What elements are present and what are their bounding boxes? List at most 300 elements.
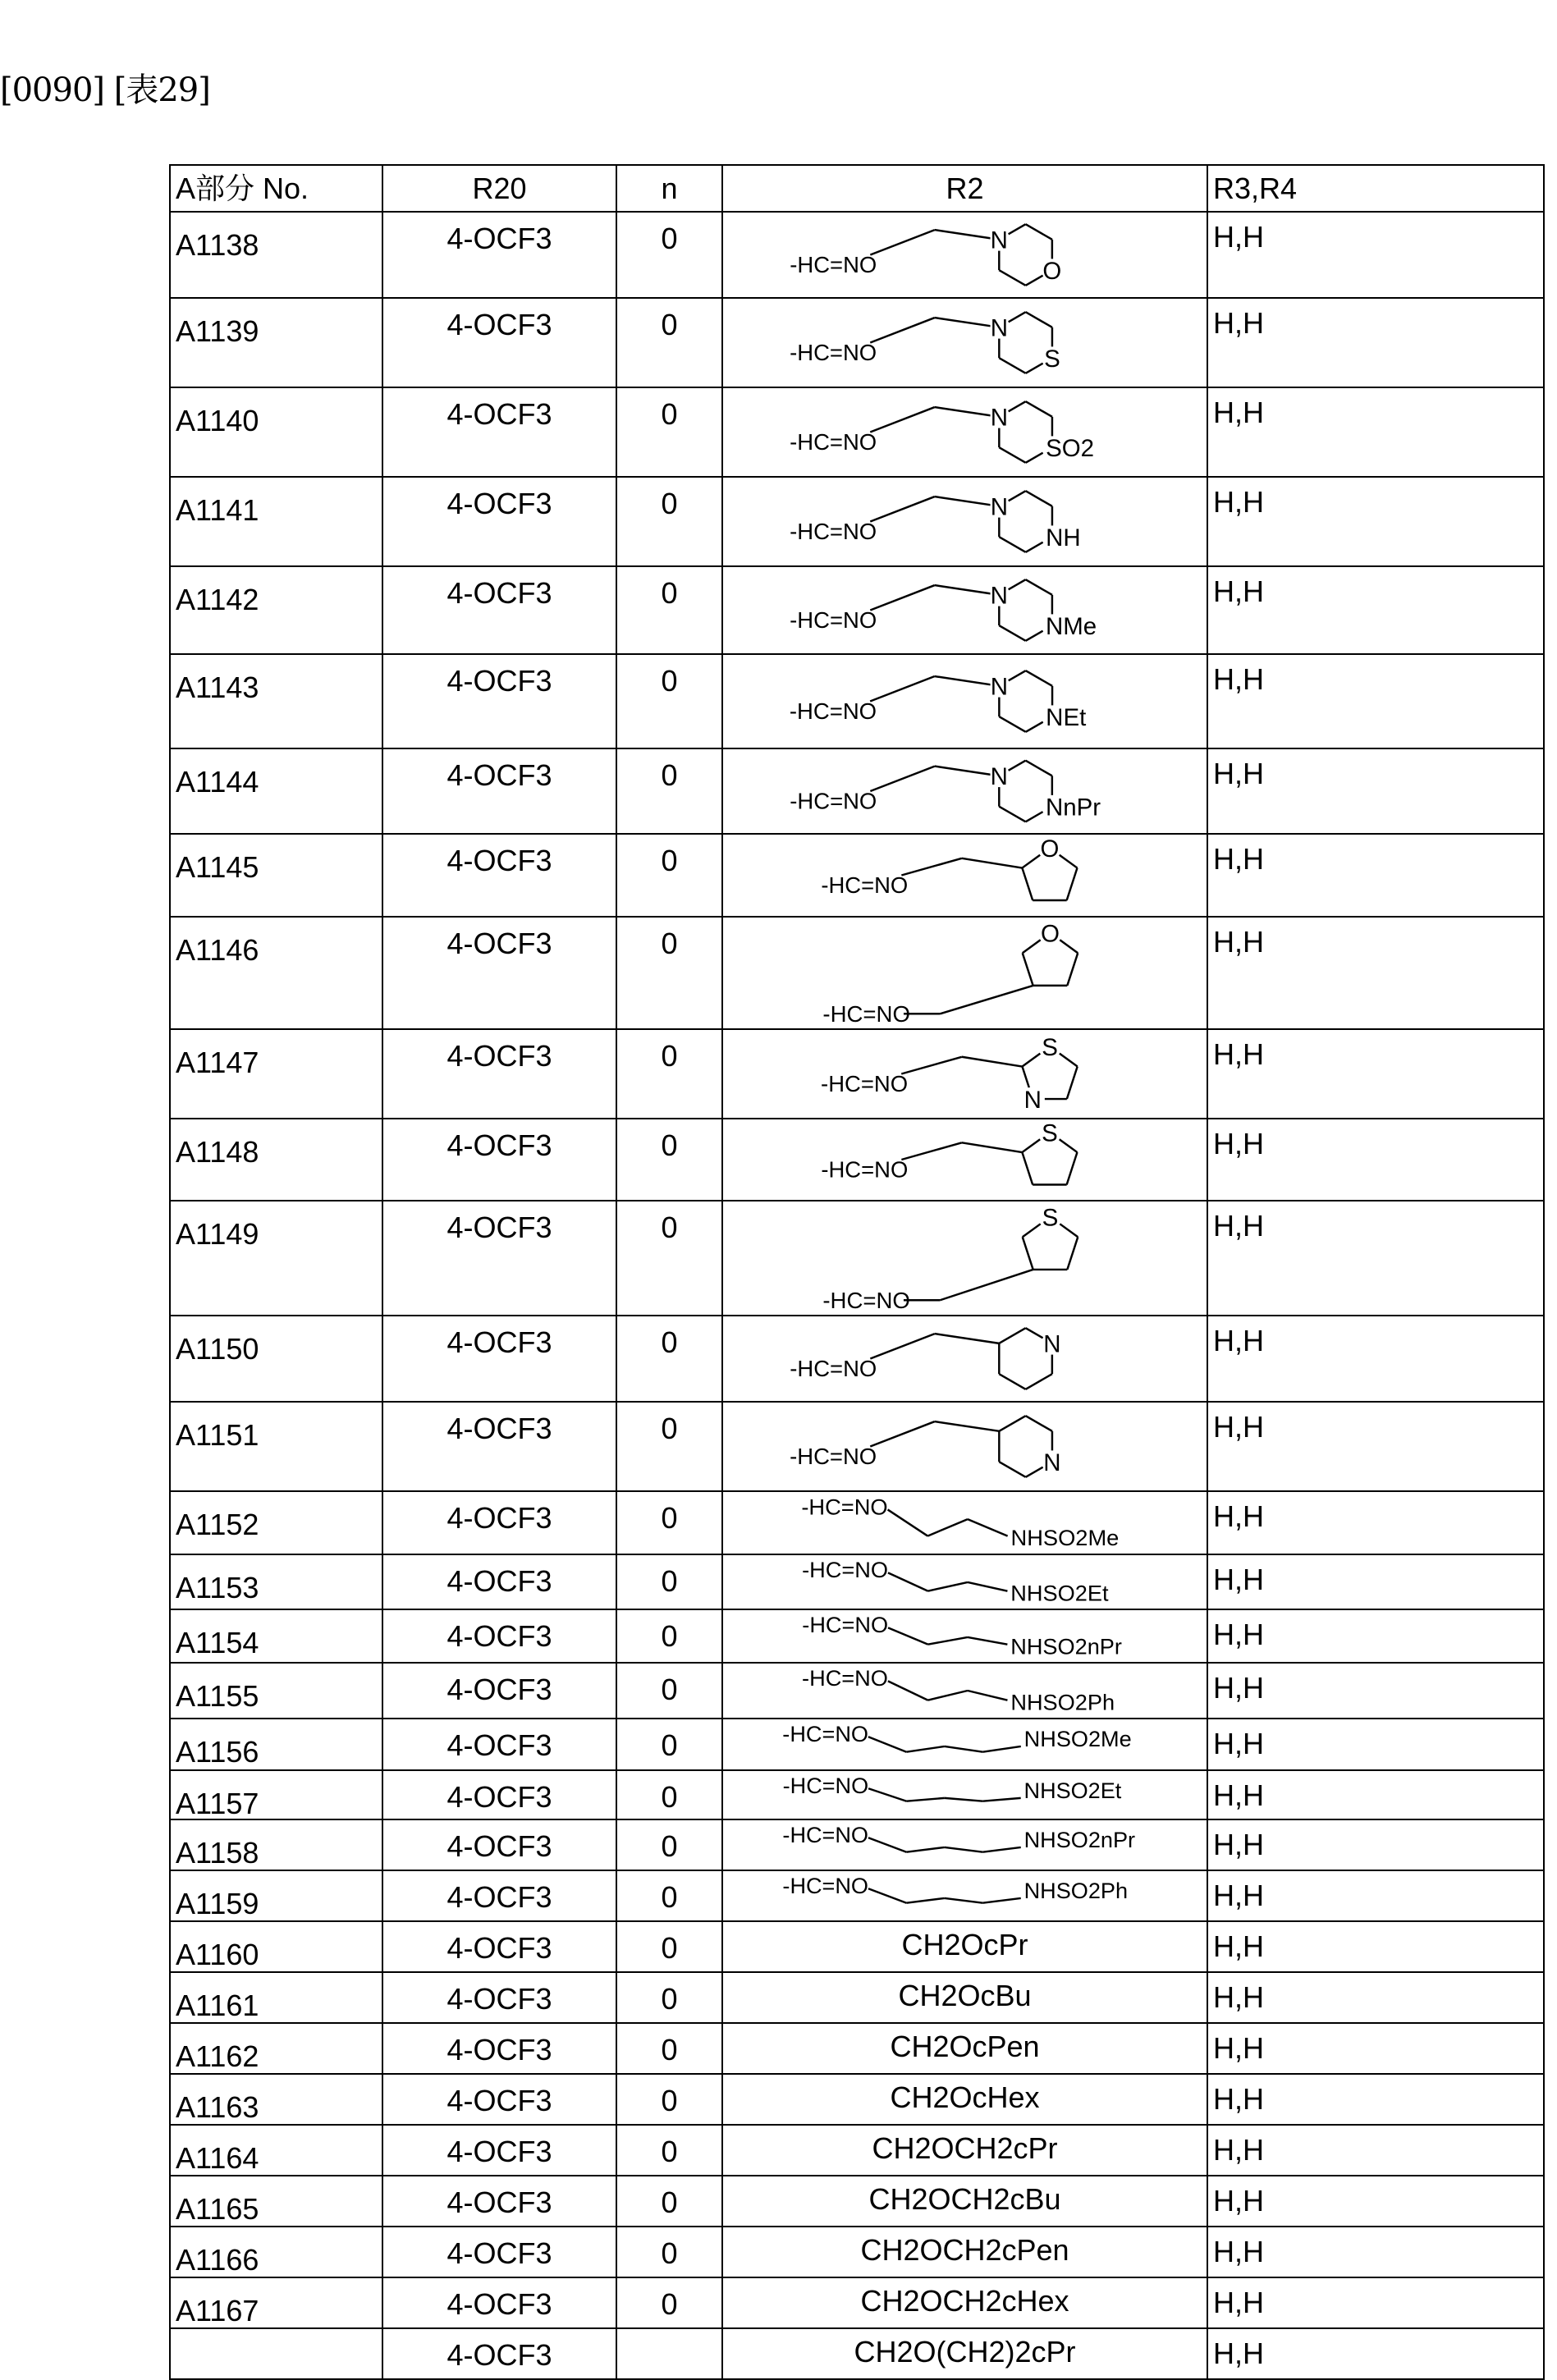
bond-line [1022,855,1040,868]
bond-line [1060,1054,1078,1067]
row-r3-r4: H,H [1207,834,1544,917]
bond-line [1060,1224,1078,1237]
bond-line [1022,1139,1040,1152]
row-id: A1156 [170,1719,382,1770]
row-r20: 4-OCF3 [382,1029,616,1119]
row-r20: 4-OCF3 [382,1554,616,1609]
r2-structure [723,1771,1207,1819]
row-n: 0 [616,1029,722,1119]
row-n: 0 [616,2277,722,2328]
bond-line [870,1421,935,1446]
atom-label: NnPr [1046,794,1101,821]
table-row [170,2125,1544,2176]
row-r3-r4: H,H [1207,298,1544,387]
table-row [170,1491,1544,1554]
header-a-part-no: A部分 No. [170,165,382,212]
row-r20: 4-OCF3 [382,834,616,917]
table-row [170,566,1544,654]
bond-line [1060,855,1078,868]
row-id: A1142 [170,566,382,654]
table-row [170,387,1544,477]
table-row [170,1119,1544,1201]
bond-line [945,1798,982,1801]
row-r3-r4: H,H [1207,1554,1544,1609]
row-id: A1157 [170,1770,382,1819]
bond-line [1022,1054,1040,1067]
r2-formula: CH2OCH2cPen [723,2227,1207,2265]
r2-structure [723,478,1207,565]
row-r20: 4-OCF3 [382,1663,616,1719]
row-r3-r4: H,H [1207,654,1544,748]
row-r2 [722,298,1207,387]
r2-structure [723,1492,1207,1554]
bond-line [982,1898,1020,1903]
r2-formula: CH2OcPr [723,1922,1207,1960]
table-row [170,1819,1544,1870]
atom-label: -HC=NO [821,1157,908,1183]
atom-label: N [991,227,1008,254]
row-id: A1158 [170,1819,382,1870]
row-id: A1150 [170,1316,382,1402]
row-r20: 4-OCF3 [382,1972,616,2023]
header-n: n [616,165,722,212]
bond-line [962,1142,1023,1152]
bond-line [906,1798,944,1801]
table-row [170,1663,1544,1719]
row-r20: 4-OCF3 [382,1609,616,1663]
bond-line [868,1838,906,1851]
bond-line [1009,761,1026,771]
bond-line [1026,812,1043,822]
row-r3-r4: H,H [1207,1119,1544,1201]
r2-formula: CH2OCH2cHex [723,2278,1207,2316]
row-id: A1155 [170,1663,382,1719]
bond-line [1026,364,1043,373]
row-n: 0 [616,2227,722,2277]
row-r3-r4: H,H [1207,1972,1544,2023]
row-id: A1166 [170,2227,382,2277]
bond-line [1009,579,1026,589]
bond-line [1067,868,1078,900]
row-r2 [722,1491,1207,1554]
table-row [170,834,1544,917]
bond-line [999,1374,1025,1389]
row-r3-r4: H,H [1207,748,1544,834]
row-r20: 4-OCF3 [382,477,616,566]
atom-label: N [991,583,1008,610]
row-r3-r4: H,H [1207,1029,1544,1119]
bond-line [1026,401,1052,417]
bond-line [1026,542,1043,552]
bond-line [1026,312,1052,327]
table-row [170,1554,1544,1609]
r2-structure [723,1820,1207,1870]
bond-line [1022,868,1033,900]
bond-line [927,1519,968,1536]
r2-structure [723,1119,1207,1200]
bond-line [935,676,1000,686]
row-r2 [722,2074,1207,2125]
bond-line [906,1746,944,1752]
row-r2 [722,212,1207,298]
row-r20: 4-OCF3 [382,2227,616,2277]
bond-line [901,1142,962,1160]
row-r3-r4: H,H [1207,2176,1544,2227]
table-row [170,212,1544,298]
atom-label: N [991,674,1008,701]
row-r20: 4-OCF3 [382,1402,616,1491]
bond-line [1060,1139,1078,1152]
bond-line [935,318,1000,327]
bond-line [1009,671,1026,680]
row-r2 [722,1609,1207,1663]
bond-line [999,447,1025,463]
table-header-row [170,165,1544,212]
r2-structure [723,835,1207,916]
row-n: 0 [616,1663,722,1719]
row-n: 0 [616,387,722,477]
row-id: A1143 [170,654,382,748]
row-id: A1167 [170,2277,382,2328]
atom-label: -HC=NO [821,1071,908,1096]
row-r20: 4-OCF3 [382,1719,616,1770]
row-r20: 4-OCF3 [382,2023,616,2074]
row-id: A1138 [170,212,382,298]
row-r3-r4: H,H [1207,1870,1544,1921]
row-r2 [722,1719,1207,1770]
bond-line [901,1057,962,1074]
row-r2 [722,917,1207,1029]
bond-line [906,1847,944,1852]
row-r20: 4-OCF3 [382,917,616,1029]
table-row [170,2023,1544,2074]
atom-label: NHSO2nPr [1010,1633,1122,1659]
row-n: 0 [616,1870,722,1921]
bond-line [940,986,1033,1014]
row-r3-r4: H,H [1207,1921,1544,1972]
bond-line [870,230,934,254]
row-id: A1147 [170,1029,382,1119]
r2-structure [723,1610,1207,1662]
bond-line [945,1746,982,1752]
bond-line [906,1898,944,1903]
table-row [170,1316,1544,1402]
row-r20: 4-OCF3 [382,566,616,654]
row-r20: 4-OCF3 [382,1870,616,1921]
row-id [170,2328,382,2379]
bond-line [1026,1374,1052,1389]
atom-label: -HC=NO [783,1774,868,1798]
bond-line [870,767,934,791]
row-id: A1164 [170,2125,382,2176]
bond-line [999,1328,1025,1343]
bond-line [1009,312,1026,322]
r2-formula: CH2O(CH2)2cPr [723,2329,1207,2367]
row-r3-r4: H,H [1207,1316,1544,1402]
row-r3-r4: H,H [1207,1719,1544,1770]
row-r3-r4: H,H [1207,1663,1544,1719]
row-id: A1141 [170,477,382,566]
table-row [170,1029,1544,1119]
atom-label: NHSO2Me [1024,1726,1132,1751]
row-r3-r4: H,H [1207,387,1544,477]
row-r3-r4: H,H [1207,2277,1544,2328]
atom-label: -HC=NO [790,1356,877,1381]
row-r20: 4-OCF3 [382,2125,616,2176]
bond-line [982,1847,1020,1852]
compound-table [169,164,1545,2380]
bond-line [888,1509,928,1536]
atom-label: -HC=NO [782,1822,868,1847]
bond-line [1026,1416,1052,1431]
row-id: A1149 [170,1201,382,1316]
bond-line [945,1847,982,1852]
atom-label: -HC=NO [802,1665,888,1691]
row-n: 0 [616,1491,722,1554]
row-id: A1144 [170,748,382,834]
row-r2 [722,2227,1207,2277]
row-n: 0 [616,917,722,1029]
atom-label: NH [1046,524,1081,552]
atom-label: -HC=NO [790,519,877,544]
row-n: 0 [616,1402,722,1491]
row-r2 [722,748,1207,834]
row-r2 [722,654,1207,748]
row-n: 0 [616,1554,722,1609]
r2-formula: CH2OcBu [723,1973,1207,2011]
bond-line [962,858,1023,868]
bond-line [1067,1237,1078,1270]
r2-formula: CH2OcPen [723,2024,1207,2062]
table-row [170,654,1544,748]
table-row [170,477,1544,566]
table-row [170,2074,1544,2125]
row-r2 [722,1921,1207,1972]
atom-label: S [1042,1119,1058,1147]
atom-label: NHSO2Et [1024,1778,1122,1803]
atom-label: S [1044,346,1060,373]
row-r2 [722,1402,1207,1491]
row-r2 [722,2176,1207,2227]
row-n: 0 [616,477,722,566]
row-n: 0 [616,654,722,748]
bond-line [1067,1067,1078,1100]
bond-line [940,1270,1033,1300]
bond-line [901,858,962,876]
row-r3-r4: H,H [1207,2328,1544,2379]
atom-label: -HC=NO [821,872,908,898]
bond-line [870,676,935,701]
row-id: A1145 [170,834,382,917]
bond-line [999,1416,1025,1431]
atom-label: -HC=NO [790,789,877,814]
row-r3-r4: H,H [1207,2023,1544,2074]
atom-label: NHSO2nPr [1024,1827,1135,1852]
r2-structure [723,1316,1207,1401]
bond-line [888,1681,928,1700]
atom-label: -HC=NO [790,340,877,365]
bond-line [935,230,999,240]
bond-line [999,358,1025,373]
table-row [170,1972,1544,2023]
row-r2 [722,1663,1207,1719]
atom-label: N [991,405,1008,432]
table-row [170,1402,1544,1491]
bond-line [927,1637,967,1645]
bond-line [868,1788,906,1801]
row-n: 0 [616,566,722,654]
row-id: A1153 [170,1554,382,1609]
row-id: A1152 [170,1491,382,1554]
bond-line [888,1627,927,1644]
row-n: 0 [616,1609,722,1663]
bond-line [968,1582,1008,1591]
bond-line [945,1898,982,1903]
bond-line [1022,1152,1033,1184]
table-row [170,917,1544,1029]
row-r2 [722,2277,1207,2328]
bond-line [1026,671,1052,686]
row-r3-r4: H,H [1207,1201,1544,1316]
row-id: A1148 [170,1119,382,1201]
bond-line [1026,631,1043,641]
row-r3-r4: H,H [1207,2125,1544,2176]
atom-label: NEt [1046,704,1086,731]
row-r2 [722,1770,1207,1819]
bond-line [868,1737,906,1751]
row-r2 [722,1029,1207,1119]
row-r2 [722,2023,1207,2074]
bond-line [1026,491,1052,506]
atom-label: N [1043,1449,1060,1476]
row-r3-r4: H,H [1207,917,1544,1029]
r2-structure [723,1403,1207,1490]
row-r20: 4-OCF3 [382,748,616,834]
row-r20: 4-OCF3 [382,1770,616,1819]
bond-line [1026,579,1052,595]
r2-structure [723,1030,1207,1118]
row-id: A1146 [170,917,382,1029]
bond-line [999,807,1025,822]
bond-line [1023,1224,1041,1237]
bond-line [1026,761,1052,776]
header-r3-r4: R3,R4 [1207,165,1544,212]
row-r20: 4-OCF3 [382,1921,616,1972]
row-n: 0 [616,2074,722,2125]
row-r20: 4-OCF3 [382,1316,616,1402]
row-r2 [722,566,1207,654]
row-r3-r4: H,H [1207,2074,1544,2125]
bond-line [935,1334,999,1343]
bond-line [968,1691,1008,1700]
row-r20: 4-OCF3 [382,387,616,477]
row-n [616,2328,722,2379]
bond-line [999,716,1025,732]
bond-line [1026,1328,1043,1338]
bond-line [1067,953,1078,986]
r2-formula: CH2OCH2cPr [723,2126,1207,2163]
bond-line [927,1582,968,1591]
bond-line [999,1462,1025,1477]
atom-label: -HC=NO [801,1494,887,1519]
row-r20: 4-OCF3 [382,298,616,387]
bond-line [1026,722,1043,732]
atom-label: -HC=NO [790,607,877,633]
r2-structure [723,1719,1207,1769]
atom-label: O [1040,835,1059,863]
row-n: 0 [616,2176,722,2227]
table-row [170,748,1544,834]
bond-line [935,767,999,776]
atom-label: N [991,763,1008,790]
bond-line [999,537,1025,552]
row-r2 [722,477,1207,566]
row-r3-r4: H,H [1207,477,1544,566]
row-n: 0 [616,212,722,298]
row-r3-r4: H,H [1207,1402,1544,1491]
row-n: 0 [616,1921,722,1972]
atom-label: NHSO2Ph [1024,1878,1128,1903]
bond-line [968,1519,1008,1536]
row-r3-r4: H,H [1207,566,1544,654]
row-r2 [722,1316,1207,1402]
table-row [170,2277,1544,2328]
row-n: 0 [616,1819,722,1870]
r2-structure [723,1201,1207,1315]
r2-formula: CH2OcHex [723,2075,1207,2112]
row-n: 0 [616,2023,722,2074]
row-id: A1163 [170,2074,382,2125]
row-n: 0 [616,2125,722,2176]
row-id: A1165 [170,2176,382,2227]
table-row [170,2227,1544,2277]
bond-line [1026,224,1052,240]
r2-structure [723,388,1207,476]
table-row [170,2176,1544,2227]
atom-label: -HC=NO [822,1001,910,1027]
bond-line [1023,953,1033,986]
atom-label: S [1042,1205,1059,1232]
table-row [170,1201,1544,1316]
row-id: A1160 [170,1921,382,1972]
bond-line [1026,453,1043,463]
row-n: 0 [616,748,722,834]
row-id: A1154 [170,1609,382,1663]
atom-label: SO2 [1046,435,1094,462]
row-n: 0 [616,834,722,917]
bond-line [962,1057,1023,1067]
table-row [170,1770,1544,1819]
atom-label: NHSO2Me [1011,1525,1120,1550]
r2-structure [723,299,1207,387]
r2-structure [723,567,1207,653]
r2-structure [723,749,1207,833]
bond-line [1026,276,1043,286]
row-r3-r4: H,H [1207,1609,1544,1663]
row-r2 [722,2328,1207,2379]
row-r2 [722,2125,1207,2176]
header-r20: R20 [382,165,616,212]
table-row [170,1870,1544,1921]
row-r20: 4-OCF3 [382,2074,616,2125]
row-id: A1159 [170,1870,382,1921]
bond-line [1009,224,1026,234]
bond-line [935,1421,1000,1431]
row-r20: 4-OCF3 [382,1201,616,1316]
row-r2 [722,1972,1207,2023]
atom-label: N [991,315,1008,342]
atom-label: NHSO2Et [1010,1580,1109,1605]
